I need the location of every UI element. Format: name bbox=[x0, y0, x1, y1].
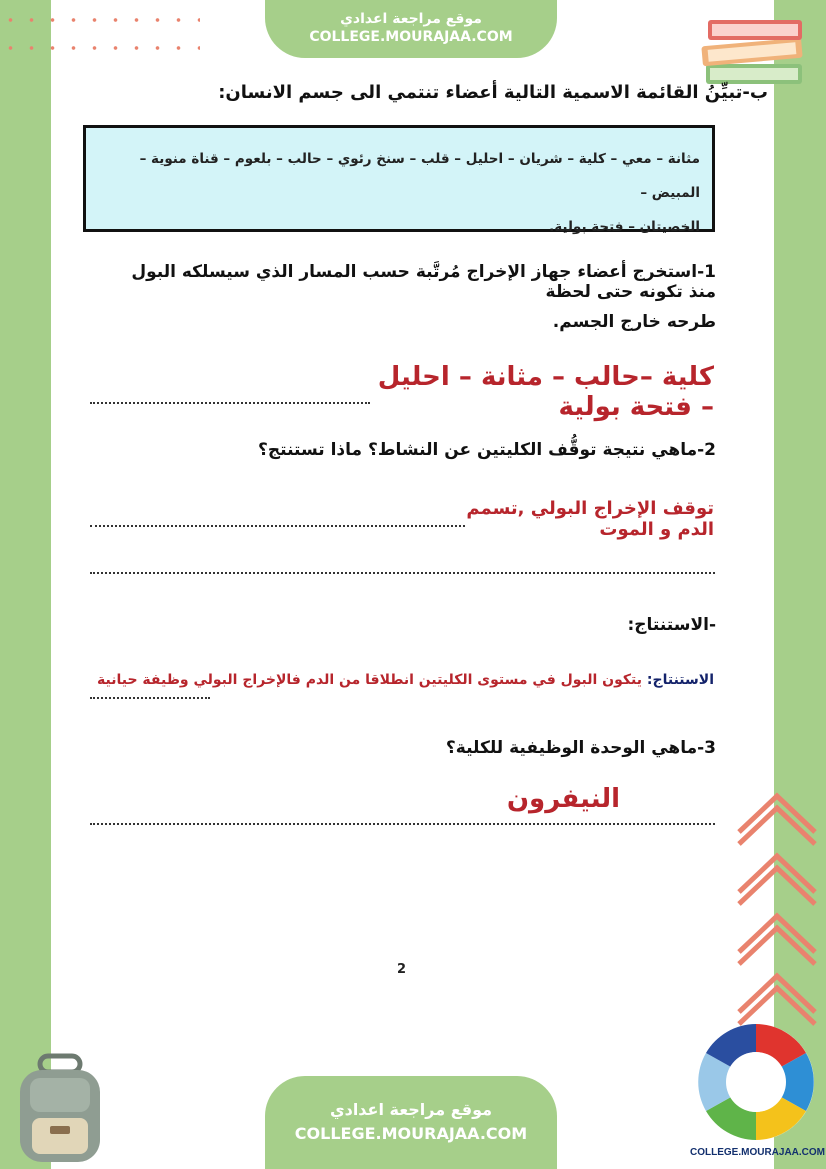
backpack-icon bbox=[10, 1052, 110, 1164]
answer-line bbox=[90, 402, 370, 404]
page-number: 2 bbox=[397, 962, 407, 977]
site-url-footer: COLLEGE.MOURAJAA.COM bbox=[294, 1124, 528, 1143]
decorative-dots bbox=[0, 46, 200, 50]
site-logo-icon bbox=[696, 1022, 816, 1142]
answer-line bbox=[90, 572, 715, 574]
site-name: موقع مراجعة اعدادي bbox=[340, 11, 482, 27]
logo-caption: COLLEGE.MOURAJAA.COM bbox=[690, 1147, 825, 1158]
answer-line bbox=[90, 697, 210, 699]
answer-3-label: الاستنتاج: bbox=[646, 672, 714, 688]
answer-2: توقف الإخراج البولي ,تسمم الدم و الموت bbox=[466, 498, 714, 540]
conclusion-label: -الاستنتاج: bbox=[627, 615, 716, 635]
answer-4: النيفرون bbox=[506, 784, 620, 814]
answer-line bbox=[90, 525, 465, 527]
section-title: ب-تبيِّنُ القائمة الاسمية التالية أعضاء تنتمي الى جسم الانسان: bbox=[218, 82, 768, 103]
organ-list-box bbox=[83, 125, 715, 235]
books-icon bbox=[700, 10, 810, 92]
question-2: 2-ماهي نتيجة توقُّف الكليتين عن النشاط؟ ماذا تستنتج؟ bbox=[258, 440, 716, 460]
header-tab[interactable] bbox=[265, 0, 557, 58]
site-url: COLLEGE.MOURAJAA.COM bbox=[309, 29, 513, 45]
organ-list-line-1: مثانة – معي – كلية – شريان – احليل – قلب – سنخ رئوي – حالب – بلعوم – قناة منوية – المبيض – bbox=[139, 151, 700, 201]
site-name-footer: موقع مراجعة اعدادي bbox=[329, 1100, 493, 1119]
answer-line bbox=[90, 823, 715, 825]
answer-3-text: يتكون البول في مستوى الكليتين انطلاقا من الدم فالإخراج البولي وظيفة حيانية bbox=[97, 672, 643, 688]
question-1-line-1: 1-استخرج أعضاء جهاز الإخراج مُرتَّبة حسب المسار الذي سيسلكه البول منذ تكونه حتى لحظة bbox=[131, 262, 716, 302]
answer-3 bbox=[97, 672, 714, 688]
chevron-up-icon bbox=[735, 790, 819, 1040]
decorative-dots bbox=[0, 18, 200, 22]
answer-1: كلية –حالب – مثانة – احليل – فتحة بولية bbox=[377, 362, 714, 422]
question-3: 3-ماهي الوحدة الوظيفية للكلية؟ bbox=[445, 738, 716, 758]
footer-tab[interactable] bbox=[265, 1076, 557, 1169]
question-1-line-2: طرحه خارج الجسم. bbox=[552, 312, 716, 332]
organ-list-line-2: الخصيتان – فتحة بولية. bbox=[549, 219, 700, 235]
